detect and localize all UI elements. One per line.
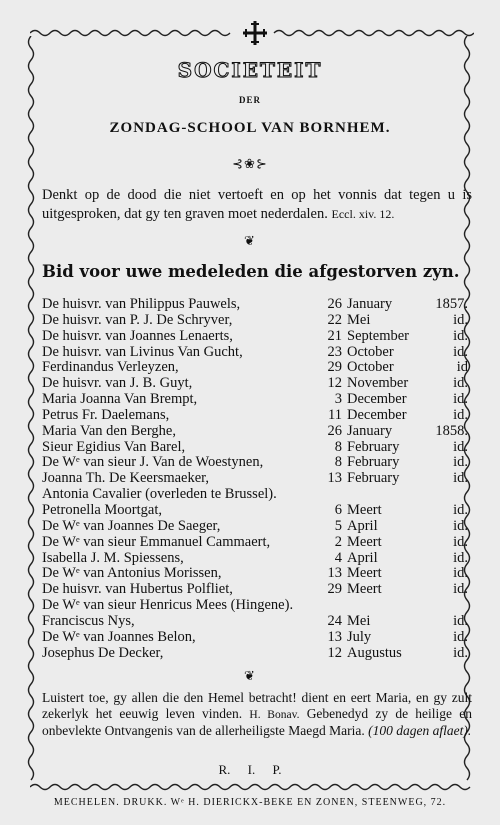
death-year: id. — [453, 644, 468, 661]
deceased-row — [42, 313, 472, 329]
death-month: Mei — [347, 311, 371, 328]
deceased-name: De huisvr. van Hubertus Polfliet, — [42, 581, 233, 598]
deceased-row — [42, 455, 472, 471]
deceased-row — [42, 503, 472, 519]
verse-text: Denkt op de dood die niet vertoeft en op het vonnis dat tegen u is uitgesproken, dat gy ten graven moet nederdalen. — [42, 187, 472, 222]
deceased-name: Franciscus Nys, — [42, 612, 135, 629]
deceased-name: Petrus Fr. Daelemans, — [42, 406, 170, 423]
deceased-row — [42, 582, 472, 598]
card-title — [0, 58, 500, 82]
deceased-name: De Wᵉ van sieur Emmanuel Cammaert, — [42, 533, 271, 550]
death-month: December — [347, 406, 407, 423]
death-month: February — [347, 454, 400, 471]
death-month: Meert — [347, 533, 382, 550]
closing-text-2: Gebenedyd zy de heilige en onbevlekte Ontvangenis van de allerheiligste Maegd Maria. — [42, 706, 472, 738]
death-year: id. — [453, 612, 468, 629]
death-month: Augustus — [347, 644, 402, 661]
deceased-name: De huisvr. van Livinus Van Gucht, — [42, 343, 243, 360]
death-year: id. — [453, 406, 468, 423]
death-year: 1857. — [435, 296, 468, 312]
death-year: id. — [453, 565, 468, 582]
death-year: id — [456, 359, 468, 376]
deceased-row — [42, 566, 472, 582]
death-year: id. — [453, 517, 468, 534]
death-day: 6 — [334, 501, 342, 518]
school-name: ZONDAG-SCHOOL VAN BORNHEM. — [109, 120, 391, 136]
ornament-divider-3: ❦ — [244, 668, 256, 683]
bottom-border-ornament — [30, 782, 474, 792]
ornament-divider-1: ⊰❀⊱ — [232, 156, 268, 171]
death-month: Meert — [347, 565, 382, 582]
der-label: DER — [238, 95, 261, 105]
deceased-row — [42, 329, 472, 345]
death-month: January — [347, 296, 393, 312]
death-month: October — [347, 359, 394, 376]
death-year: id. — [453, 581, 468, 598]
death-month: January — [347, 422, 393, 439]
deceased-name: Petronella Moortgat, — [42, 501, 163, 518]
death-day: 26 — [327, 422, 342, 439]
deceased-row — [42, 440, 472, 456]
deceased-row — [42, 408, 472, 424]
deceased-name: Ferdinandus Verleyzen, — [42, 359, 179, 376]
deceased-row — [42, 360, 472, 376]
rip-label: R. I. P. — [218, 762, 282, 777]
death-day: 2 — [334, 533, 342, 550]
deceased-row — [42, 297, 472, 313]
deceased-name: De Wᵉ van Antonius Morissen, — [42, 565, 222, 582]
death-day: 8 — [334, 454, 342, 471]
deceased-row — [42, 487, 472, 503]
scripture-verse — [42, 186, 472, 224]
deceased-name: Isabella J. M. Spiessens, — [42, 549, 184, 566]
death-year: id. — [453, 501, 468, 518]
death-month: October — [347, 343, 394, 360]
death-year: id. — [453, 454, 468, 471]
death-year: id. — [453, 438, 468, 455]
death-year: id. — [453, 327, 468, 344]
printer-imprint: MECHELEN. DRUKK. Wᵉ H. DIERICKX-BEKE EN ZONEN, STEENWEG, 72. — [53, 797, 447, 808]
deceased-name: Antonia Cavalier (overleden te Brussel). — [42, 486, 277, 503]
deceased-name: Joanna Th. De Keersmaeker, — [42, 470, 210, 487]
death-year: id. — [453, 343, 468, 360]
death-day: 4 — [334, 549, 342, 566]
death-day: 3 — [334, 391, 342, 408]
deceased-row — [42, 630, 472, 646]
deceased-list — [42, 297, 472, 661]
death-day: 22 — [327, 311, 342, 328]
death-day: 8 — [334, 438, 342, 455]
deceased-row — [42, 535, 472, 551]
death-day: 21 — [327, 327, 342, 344]
deceased-row — [42, 376, 472, 392]
death-month: July — [347, 628, 372, 645]
deceased-row — [42, 424, 472, 440]
death-day: 5 — [334, 517, 342, 534]
death-day: 11 — [328, 406, 342, 423]
closing-prayer — [42, 690, 472, 739]
deceased-row — [42, 392, 472, 408]
death-year: id. — [453, 470, 468, 487]
death-day: 13 — [327, 565, 342, 582]
closing-text-1: Luistert toe, gy allen die den Hemel betracht! dient en eert Maria, en gy zult zekerlyk het eeuwig leven vinden. — [42, 690, 472, 721]
death-day: 29 — [327, 359, 342, 376]
death-day: 29 — [327, 581, 342, 598]
death-year: id. — [453, 375, 468, 392]
deceased-row — [42, 471, 472, 487]
deceased-name: Sieur Egidius Van Barel, — [42, 438, 186, 455]
death-month: February — [347, 470, 400, 487]
death-day: 13 — [327, 470, 342, 487]
death-day: 23 — [327, 343, 342, 360]
ornament-divider-2: ❦ — [244, 233, 256, 248]
deceased-name: De huisvr. van Philippus Pauwels, — [42, 296, 241, 312]
death-month: November — [347, 375, 409, 392]
deceased-name: De Wᵉ van Joannes Belon, — [42, 628, 196, 645]
death-month: Mei — [347, 612, 371, 629]
deceased-name: Josephus De Decker, — [42, 644, 164, 661]
death-year: 1858. — [435, 422, 468, 439]
death-day: 12 — [327, 644, 342, 661]
deceased-name: De huisvr. van Joannes Lenaerts, — [42, 327, 233, 344]
death-year: id. — [453, 391, 468, 408]
deceased-name: De Wᵉ van sieur J. Van de Woestynen, — [42, 454, 264, 471]
death-month: April — [347, 549, 378, 566]
deceased-row — [42, 614, 472, 630]
deceased-row — [42, 519, 472, 535]
death-month: December — [347, 391, 407, 408]
death-year: id. — [453, 549, 468, 566]
prayer-heading: Bid voor uwe medeleden die afgestorven zyn. — [42, 262, 460, 281]
death-year: id. — [453, 628, 468, 645]
indulgence-note: (100 dagen aflaet). — [368, 723, 472, 738]
card-title-text: SOCIETEIT — [177, 58, 323, 82]
deceased-row — [42, 598, 472, 614]
deceased-row — [42, 551, 472, 567]
deceased-name: De huisvr. van P. J. De Schryver, — [42, 311, 233, 328]
death-day: 26 — [327, 296, 342, 312]
deceased-row — [42, 345, 472, 361]
death-month: February — [347, 438, 400, 455]
deceased-name: Maria Van den Berghe, — [42, 422, 176, 439]
death-month: Meert — [347, 501, 382, 518]
death-year: id. — [453, 311, 468, 328]
death-month: Meert — [347, 581, 382, 598]
verse-reference: Eccl. xiv. 12. — [331, 207, 395, 221]
deceased-name: De huisvr. van J. B. Guyt, — [42, 375, 193, 392]
closing-reference: H. Bonav. — [249, 709, 300, 721]
death-day: 12 — [327, 375, 342, 392]
deceased-name: De Wᵉ van sieur Henricus Mees (Hingene). — [42, 597, 294, 614]
death-day: 13 — [327, 628, 342, 645]
death-month: September — [347, 327, 410, 344]
deceased-name: Maria Joanna Van Brempt, — [42, 391, 198, 408]
death-year: id. — [453, 533, 468, 550]
deceased-name: De Wᵉ van Joannes De Saeger, — [42, 517, 221, 534]
deceased-row — [42, 646, 472, 662]
death-month: April — [347, 517, 378, 534]
death-day: 24 — [327, 612, 342, 629]
cross-icon — [240, 18, 270, 48]
